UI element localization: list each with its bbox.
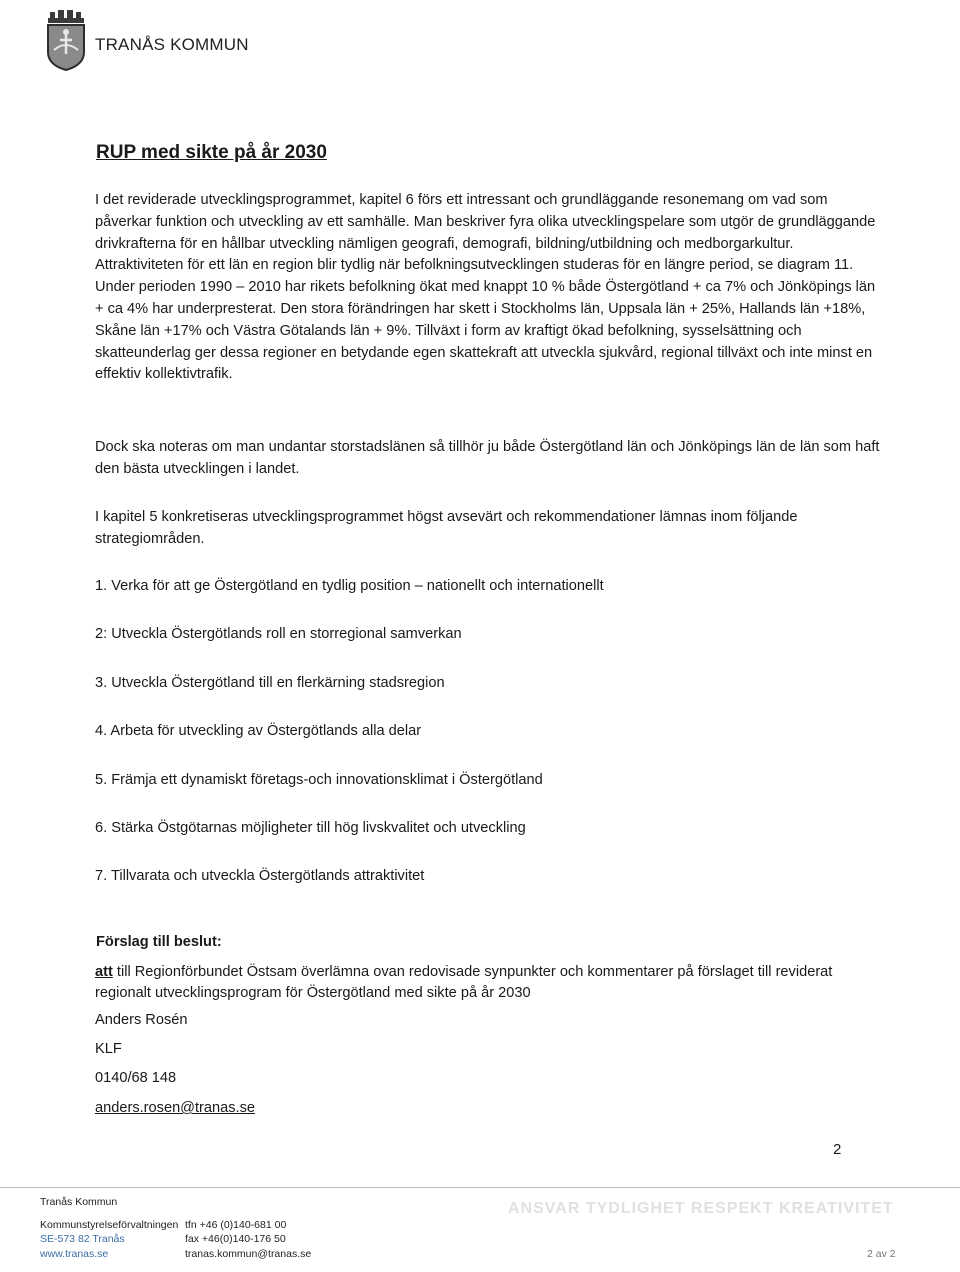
contact-email-link[interactable]: anders.rosen@tranas.se <box>95 1100 256 1116</box>
strategy-item: 6. Stärka Östgötarnas möjligheter till hög livskvalitet och utveckling <box>95 819 526 836</box>
page-number: 2 <box>833 1141 842 1158</box>
footer-department: Kommunstyrelseförvaltningen <box>40 1219 179 1231</box>
strategy-item: 5. Främja ett dynamiskt företags-och innovationsklimat i Östergötland <box>95 771 543 788</box>
footer-web-link[interactable]: www.tranas.se <box>40 1248 109 1260</box>
proposal-heading: Förslag till beslut: <box>96 934 222 950</box>
body-paragraph-3: I kapitel 5 konkretiseras utvecklingsprogrammet högst avsevärt och rekommendationer lämnas inom följande strategiområden. <box>95 509 798 547</box>
footer-divider <box>0 1187 960 1188</box>
strategy-item: 1. Verka för att ge Östergötland en tydlig position – nationellt och internationellt <box>95 578 604 594</box>
contact-name: Anders Rosén <box>95 1012 188 1028</box>
footer-slogan: ANSVAR TYDLIGHET RESPEKT KREATIVITET <box>508 1200 894 1217</box>
proposal-att: att <box>95 964 113 980</box>
proposal-text <box>95 962 885 1004</box>
page-title: RUP med sikte på år 2030 <box>96 142 327 163</box>
body-paragraph-2: Dock ska noteras om man undantar storstadslänen så tillhör ju både Östergötland län och Jönköpings län de län som haft den bästa utvecklingen i landet. <box>95 439 880 477</box>
strategy-item: 2: Utveckla Östergötlands roll en storregional samverkan <box>95 626 462 643</box>
footer-address: SE-573 82 Tranås <box>40 1233 125 1245</box>
footer-email-link[interactable]: tranas.kommun@tranas.se <box>185 1248 312 1260</box>
contact-dept: KLF <box>95 1041 122 1057</box>
footer-fax: fax +46(0)140-176 50 <box>185 1233 286 1245</box>
org-name: TRANÅS KOMMUN <box>95 35 249 54</box>
footer-page-indicator: 2 av 2 <box>867 1248 896 1260</box>
contact-phone: 0140/68 148 <box>95 1070 177 1086</box>
footer-org: Tranås Kommun <box>40 1196 118 1208</box>
strategy-item: 3. Utveckla Östergötland till en flerkärning stadsregion <box>95 674 445 691</box>
proposal-body: till Regionförbundet Östsam överlämna ovan redovisade synpunkter och kommentarer på förslaget till reviderat regionalt utvecklingsprogram för Östergötland med sikte på år 2030 <box>95 964 833 1001</box>
strategy-list <box>95 576 604 915</box>
strategy-item: 4. Arbeta för utveckling av Östergötlands alla delar <box>95 723 422 740</box>
tranas-coat-of-arms-icon <box>44 10 88 72</box>
strategy-item: 7. Tillvarata och utveckla Östergötlands attraktivitet <box>95 868 425 885</box>
body-paragraph-1: I det reviderade utvecklingsprogrammet, kapitel 6 förs ett intressant och grundläggande resonemang om vad som påverkar funktion och utveckling av ett samhälle. Man beskriver fyra olika utvecklingspelare som utgör de grundläggande drivkrafterna för en hållbar utveckling nämligen geografi, demografi, bildning/utbildning och medborgarkultur. Attraktiviteten för ett län en region blir tydlig när befolkningsutvecklingen studeras för en längre period, se diagram 11. Under perioden 1990 – 2010 har rikets befolkning ökat med knappt 10 % både Östergötland + ca 7% och Jönköpings län + ca 4% har underpresterat. Den stora förändringen har skett i Stockholms län, Uppsala län + 25%, Hallands län +18%, Skåne län +17% och Västra Götalands län + 9%. Tillväxt i form av kraftigt ökad befolkning, sysselsättning och skatteunderlag ger dessa regioner en betydande egen skattekraft att utveckla sjukvård, regional tillväxt och inte minst en effektiv kollektivtrafik. <box>95 192 876 383</box>
footer-phone: tfn +46 (0)140-681 00 <box>185 1219 287 1231</box>
